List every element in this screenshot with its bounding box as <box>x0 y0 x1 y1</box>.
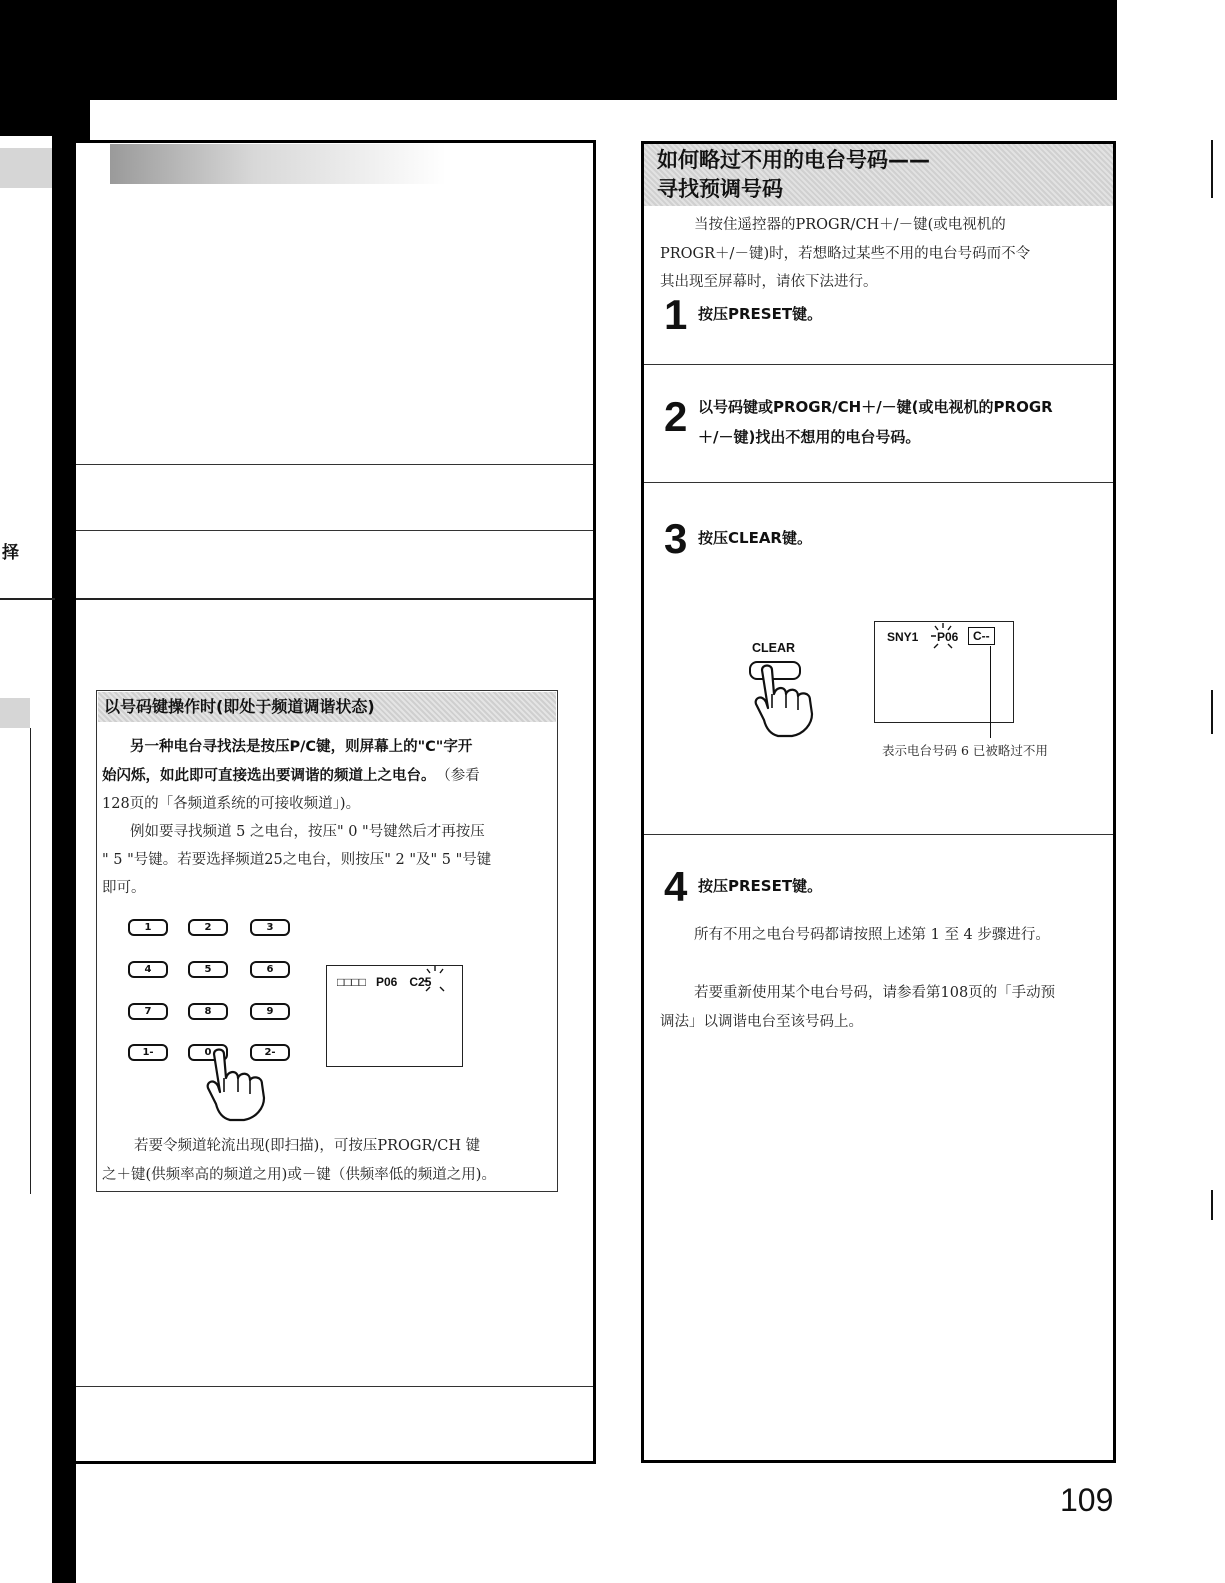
para2-line2: " 5 "号键。若要选择频道25之电台，则按压" 2 "及" 5 "号键 <box>102 852 492 868</box>
step3-number: 3 <box>664 515 688 562</box>
left-edge-char: 择 <box>2 543 19 563</box>
left-rule-2 <box>76 530 593 531</box>
para2-line1: 例如要寻找频道 5 之电台，按压" 0 "号键然后才再按压 <box>130 824 485 840</box>
para1-line2 <box>102 761 480 791</box>
step1-text: 按压PRESET键。 <box>698 305 823 323</box>
scan-line1: 若要令频道轮流出现(即扫描)，可按压PROGR/CH 键 <box>134 1138 481 1154</box>
pressing-hand-icon <box>748 664 828 740</box>
key-1: 1 <box>128 919 168 936</box>
key-1-dash: 1- <box>128 1044 168 1061</box>
callout-leader-line <box>990 646 991 738</box>
pressing-hand-icon <box>200 1048 280 1124</box>
step2-number: 2 <box>664 393 688 440</box>
left-gray-block-2 <box>0 698 30 728</box>
intro-line1: 当按住遥控器的PROGR/CH＋/－键(或电视机的 <box>694 217 1006 233</box>
page-title-line2: 寻找预调号码 <box>657 177 783 201</box>
skip-caption: 表示电台号码 6 已被略过不用 <box>882 743 1048 758</box>
osd-prefix: □□□□ <box>337 975 366 989</box>
key-0: 0 <box>188 1044 228 1061</box>
key-6: 6 <box>250 961 290 978</box>
reuse-line1: 若要重新使用某个电台号码，请参看第108页的「手动预 <box>694 985 1056 1001</box>
page-title-line1: 如何略过不用的电台号码—— <box>657 148 930 172</box>
spine-notch <box>76 100 90 140</box>
channel-tuning-title: 以号码键操作时(即处于频道调谐状态) <box>104 697 375 716</box>
left-gray-block <box>0 148 52 188</box>
blink-rays-icon <box>928 622 958 652</box>
binding-spine <box>52 100 76 1583</box>
step4-note: 所有不用之电台号码都请按照上述第 1 至 4 步骤进行。 <box>694 927 1050 943</box>
left-header-gradient <box>110 144 590 184</box>
key-2: 2 <box>188 919 228 936</box>
right-edge-mark-2 <box>1211 690 1213 734</box>
para2-line3: 即可。 <box>102 880 146 896</box>
reuse-line2: 调法」以调谐电台至该号码上。 <box>660 1014 863 1030</box>
key-4: 4 <box>128 961 168 978</box>
key-5: 5 <box>188 961 228 978</box>
right-edge-mark-3 <box>1211 1190 1213 1220</box>
page-number: 109 <box>1060 1482 1114 1518</box>
step4-number: 4 <box>664 863 688 910</box>
step2-line2: ＋/－键)找出不想用的电台号码。 <box>698 428 921 446</box>
osd-left <box>337 975 431 989</box>
key-8: 8 <box>188 1003 228 1020</box>
left-rule-1 <box>76 464 593 465</box>
osd-program-blinking: P06 <box>937 630 959 644</box>
step3-text: 按压CLEAR键。 <box>698 529 812 547</box>
scan-line2: 之＋键(供频率高的频道之用)或－键（供频率低的频道之用)。 <box>102 1167 496 1183</box>
right-page-frame <box>641 141 1116 1463</box>
step1-number: 1 <box>664 291 688 338</box>
left-edge-frame <box>0 728 31 1194</box>
osd-program: P06 <box>376 975 398 989</box>
para1-line2-see: （参看 <box>443 768 480 784</box>
step2-line1: 以号码键或PROGR/CH＋/－键(或电视机的PROGR <box>698 398 1053 416</box>
rule-after-step1 <box>644 364 1113 365</box>
left-rule-3 <box>76 598 593 600</box>
osd-channel-blinking: C25 <box>409 975 432 989</box>
intro-line3: 其出现至屏幕时，请依下法进行。 <box>660 274 878 290</box>
osd-station: SNY1 <box>887 630 919 644</box>
intro-line2: PROGR＋/－键)时，若想略过某些不用的电台号码而不令 <box>660 246 1031 262</box>
clear-key-label: CLEAR <box>752 641 796 655</box>
rule-after-step3 <box>644 834 1113 835</box>
key-9: 9 <box>250 1003 290 1020</box>
step4-text: 按压PRESET键。 <box>698 877 823 895</box>
right-edge-mark-1 <box>1211 140 1213 198</box>
left-rule-4 <box>76 1386 593 1387</box>
para1-line3: 128页的「各频道系统的可接收频道」)。 <box>102 796 361 812</box>
rule-after-step2 <box>644 482 1113 483</box>
left-edge-rule <box>0 598 55 600</box>
blink-rays-icon <box>422 965 448 995</box>
left-black-tab <box>0 96 55 136</box>
key-3: 3 <box>250 919 290 936</box>
top-black-band <box>0 0 1117 100</box>
key-2-dash: 2- <box>250 1044 290 1061</box>
key-7: 7 <box>128 1003 168 1020</box>
osd-skip-box: C-- <box>968 627 995 645</box>
para1-line1: 另一种电台寻找法是按压P/C键，则屏幕上的"C"字开 <box>130 739 473 755</box>
para1-line2-bold: 始闪烁，如此即可直接选出要调谐的频道上之电台。 <box>102 768 436 784</box>
